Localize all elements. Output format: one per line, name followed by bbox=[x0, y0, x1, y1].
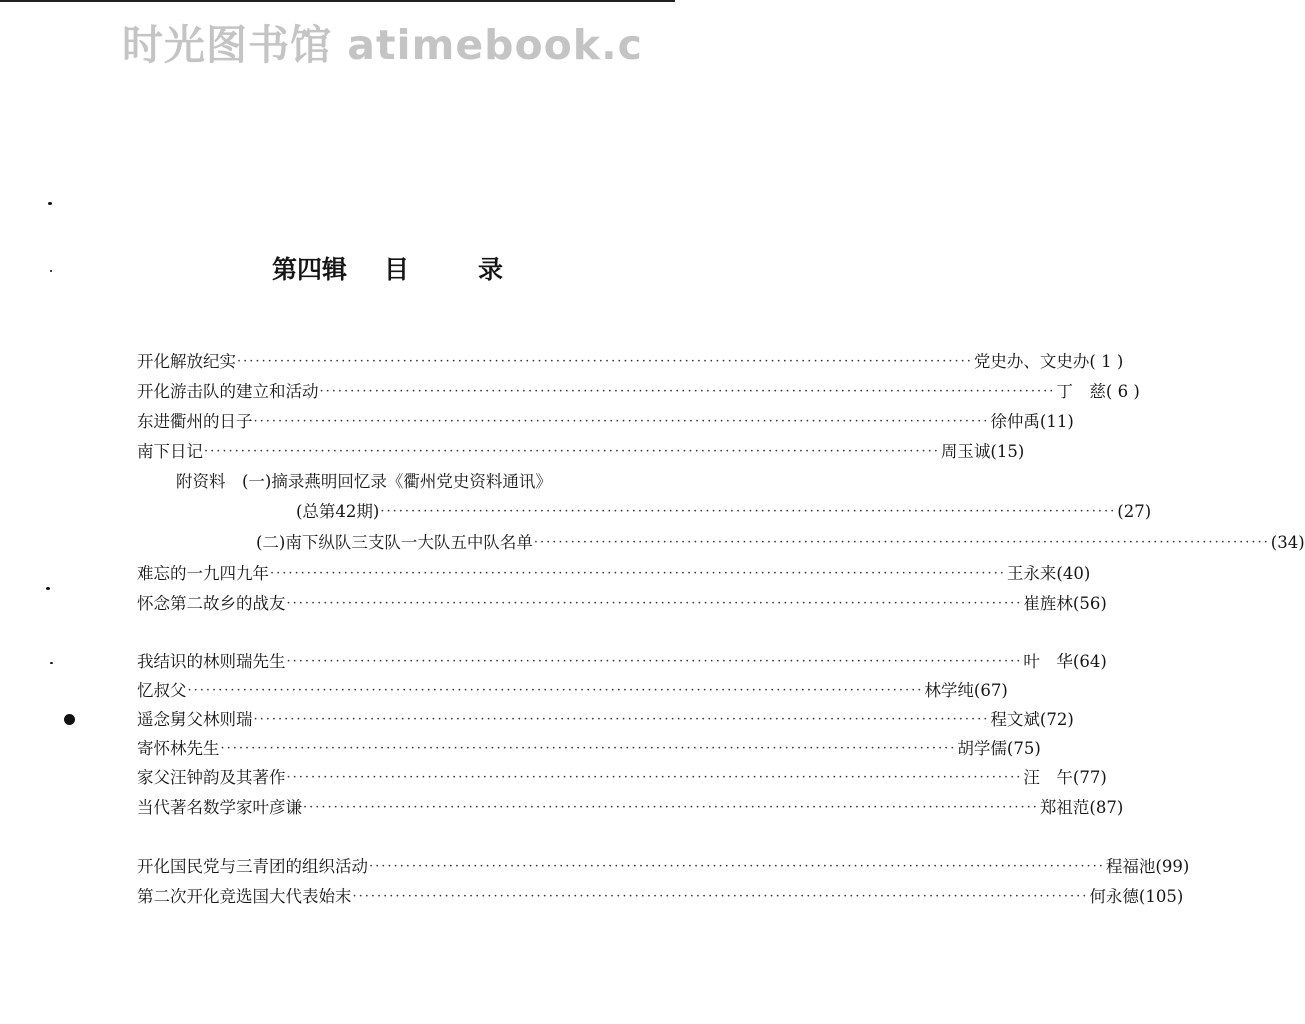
toc-entry bbox=[176, 470, 640, 494]
toc-entry-author: 崔旌林 bbox=[1023, 594, 1073, 613]
dot-leader: ························································································································ bbox=[286, 654, 1023, 669]
dot-leader: ························································································································ bbox=[286, 770, 1023, 785]
dot-leader: ························································································································ bbox=[187, 683, 924, 698]
toc-entry-author: 何永德 bbox=[1089, 887, 1139, 906]
toc-entry-title: 家父汪钟韵及其著作 bbox=[137, 768, 286, 787]
toc-entry-title: 南下日记 bbox=[137, 442, 203, 461]
toc-entry-title: 开化国民党与三青团的组织活动 bbox=[137, 857, 368, 876]
toc-entry-author: 王永来 bbox=[1006, 564, 1057, 583]
toc-entry-page: ( 1 ) bbox=[1089, 352, 1124, 371]
toc-entry-title: 遥念舅父林则瑞 bbox=[137, 710, 253, 729]
toc-entry bbox=[256, 531, 1305, 555]
dot-leader: ························································································································ bbox=[286, 596, 1023, 611]
toc-entry bbox=[137, 737, 1041, 761]
toc-entry bbox=[137, 380, 1140, 404]
toc-entry-title: 当代著名数学家叶彦谦 bbox=[137, 798, 302, 817]
toc-entry bbox=[137, 796, 1124, 820]
title-part-2: 目 bbox=[384, 255, 410, 284]
dot-leader: ························································································································ bbox=[303, 800, 1039, 815]
dot-leader: ························································································································ bbox=[253, 712, 990, 727]
dot-leader: ························································································································ bbox=[237, 354, 973, 369]
toc-entry-page: (56) bbox=[1072, 594, 1107, 613]
scan-dot bbox=[64, 714, 75, 725]
toc-entry-page: (77) bbox=[1072, 768, 1107, 787]
toc-entry-title: 忆叔父 bbox=[137, 681, 187, 700]
dot-leader: ························································································································ bbox=[204, 444, 940, 459]
toc-entry bbox=[137, 350, 1124, 374]
toc-entry bbox=[137, 410, 1074, 434]
toc-entry-author: 叶 华 bbox=[1023, 652, 1073, 671]
toc-entry bbox=[296, 500, 1152, 524]
scan-speck bbox=[46, 587, 50, 590]
toc-entry bbox=[137, 440, 1025, 464]
toc-entry-author: 汪 午 bbox=[1023, 768, 1073, 787]
toc-entry-page: (105) bbox=[1138, 887, 1184, 906]
toc-entry-author: 徐仲禹 bbox=[990, 412, 1040, 431]
toc-entry-author: 胡学儒 bbox=[957, 739, 1007, 758]
dot-leader: ························································································································ bbox=[220, 741, 957, 756]
toc-entry bbox=[137, 855, 1190, 879]
dot-leader: ························································································································ bbox=[369, 859, 1105, 874]
toc-entry bbox=[137, 592, 1107, 616]
toc-entry-page: (40) bbox=[1056, 564, 1091, 583]
watermark: 时光图书馆 atimebook.c bbox=[122, 21, 643, 69]
title-part-3: 录 bbox=[478, 255, 504, 284]
toc-entry-page: (87) bbox=[1089, 798, 1124, 817]
dot-leader: ························································································································ bbox=[270, 566, 1006, 581]
toc-entry-page: (27) bbox=[1117, 502, 1152, 521]
toc-entry-title: 开化游击队的建立和活动 bbox=[137, 382, 319, 401]
toc-entry-author: 程文斌 bbox=[990, 710, 1040, 729]
toc-entry bbox=[137, 885, 1184, 909]
toc-entry-page: ( 6 ) bbox=[1105, 382, 1140, 401]
toc-entry-title: 怀念第二故乡的战友 bbox=[137, 594, 286, 613]
toc-entry-author: 郑祖范 bbox=[1039, 798, 1090, 817]
toc-entry-author: 林学纯 bbox=[924, 681, 974, 700]
toc-entry-page: (64) bbox=[1072, 652, 1107, 671]
toc-entry bbox=[137, 562, 1091, 586]
scan-speck bbox=[50, 662, 53, 664]
toc-entry bbox=[137, 679, 1008, 703]
toc-entry bbox=[137, 708, 1074, 732]
toc-entry-author: 周玉诚 bbox=[940, 442, 991, 461]
toc-entry-author: 程福池 bbox=[1105, 857, 1156, 876]
toc-entry-title: 难忘的一九四九年 bbox=[137, 564, 269, 583]
toc-entry-title: 第二次开化竞选国大代表始末 bbox=[137, 887, 352, 906]
toc-entry-title: 开化解放纪实 bbox=[137, 352, 236, 371]
toc-entry-author: 党史办、文史办 bbox=[973, 352, 1090, 371]
scan-speck bbox=[50, 270, 52, 272]
toc-entry bbox=[137, 766, 1107, 790]
scan-speck bbox=[48, 202, 52, 205]
toc-entry-title: (总第42期) bbox=[296, 502, 380, 521]
toc-entry-page: (99) bbox=[1155, 857, 1190, 876]
dot-leader: ························································································································ bbox=[352, 889, 1089, 904]
toc-entry-title: 附资料 (一)摘录燕明回忆录《衢州党史资料通讯》 bbox=[176, 472, 552, 491]
toc-entry-author: 丁 慈 bbox=[1056, 382, 1106, 401]
toc-entry bbox=[137, 650, 1107, 674]
dot-leader: ························································································································ bbox=[380, 504, 1117, 519]
toc-entry-page: (75) bbox=[1006, 739, 1041, 758]
toc-entry-page: (72) bbox=[1039, 710, 1074, 729]
dot-leader: ························································································································ bbox=[533, 535, 1270, 550]
dot-leader: ························································································································ bbox=[319, 384, 1056, 399]
toc-entry-page: (67) bbox=[973, 681, 1008, 700]
toc-entry-title: 东进衢州的日子 bbox=[137, 412, 253, 431]
toc-entry-title: 我结识的林则瑞先生 bbox=[137, 652, 286, 671]
toc-entry-title: 寄怀林先生 bbox=[137, 739, 220, 758]
toc-entry-page: (11) bbox=[1039, 412, 1074, 431]
toc-entry-title: (二)南下纵队三支队一大队五中队名单 bbox=[256, 533, 533, 552]
title-part-1: 第四辑 bbox=[272, 255, 348, 284]
dot-leader: ························································································································ bbox=[253, 414, 990, 429]
toc-entry-page: (34) bbox=[1270, 533, 1305, 552]
toc-entry-page: (15) bbox=[990, 442, 1025, 461]
